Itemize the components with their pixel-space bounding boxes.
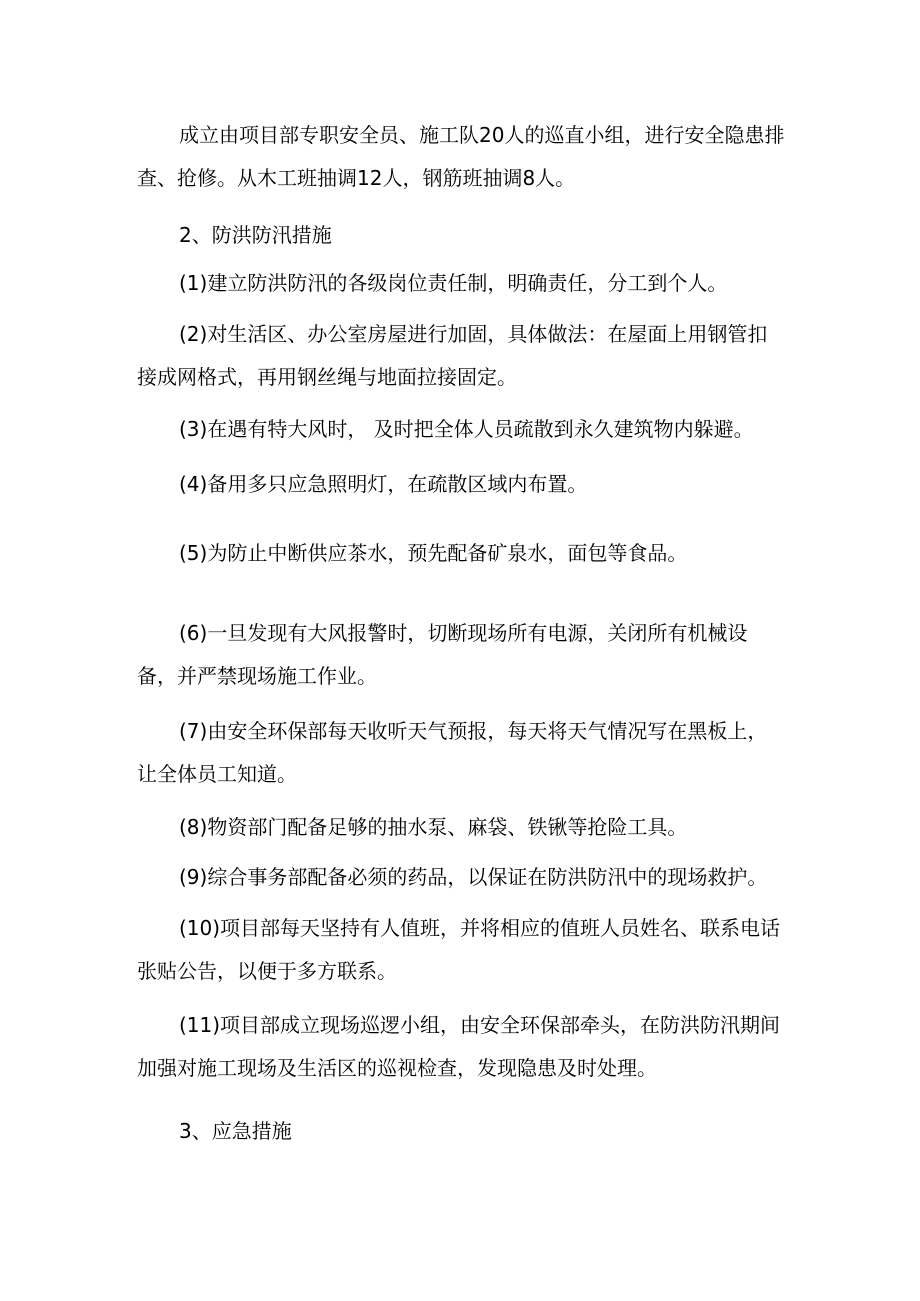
paragraph-item-8: (8)物资部门配备足够的抽水泵、麻袋、铁锹等抢险工具。 [179,815,688,839]
paragraph-item-4: (4)备用多只应急照明灯，在疏散区域内布置。 [179,472,588,496]
paragraph-item-6: (6)一旦发现有大风报警时，切断现场所有电源，关闭所有机械设备，并严禁现场施工作业。 [137,621,748,688]
paragraph-item-9: (9)综合事务部配备必须的药品，以保证在防洪防汛中的现场救护。 [179,865,768,889]
paragraph-item-1: (1)建立防洪防汛的各级岗位责任制，明确责任，分工到个人。 [179,271,728,295]
paragraph-item-11: (11)项目部成立现场巡逻小组，由安全环保部牵头，在防洪防汛期间加强对施工现场及生活区的巡视检查，发现隐患及时处理。 [137,1013,781,1080]
paragraph-item-5: (5)为防止中断供应茶水，预先配备矿泉水，面包等食品。 [179,541,688,565]
paragraph-item-7: (7)由安全环保部每天收听天气预报，每天将天气情况写在黑板上，让全体员工知道。 [137,719,768,786]
paragraph-item-3: (3)在遇有特大风时， 及时把全体人员疏散到永久建筑物内躲避。 [179,417,754,441]
paragraph-patrol-team: 成立由项目部专职安全员、施工队20人的巡直小组，进行安全隐患排查、抢修。从木工班抽调12人，钢筋班抽调8人。 [137,123,785,190]
heading-emergency-measures: 3、应急措施 [179,1119,292,1143]
paragraph-item-10: (10)项目部每天坚持有人值班，并将相应的值班人员姓名、联系电话张贴公告，以便于多方联系。 [137,916,781,983]
paragraph-item-2: (2)对生活区、办公室房屋进行加固，具体做法：在屋面上用钢管扣接成网格式，再用钢丝绳与地面拉接固定。 [137,322,768,389]
heading-flood-prevention: 2、防洪防汛措施 [179,223,332,247]
